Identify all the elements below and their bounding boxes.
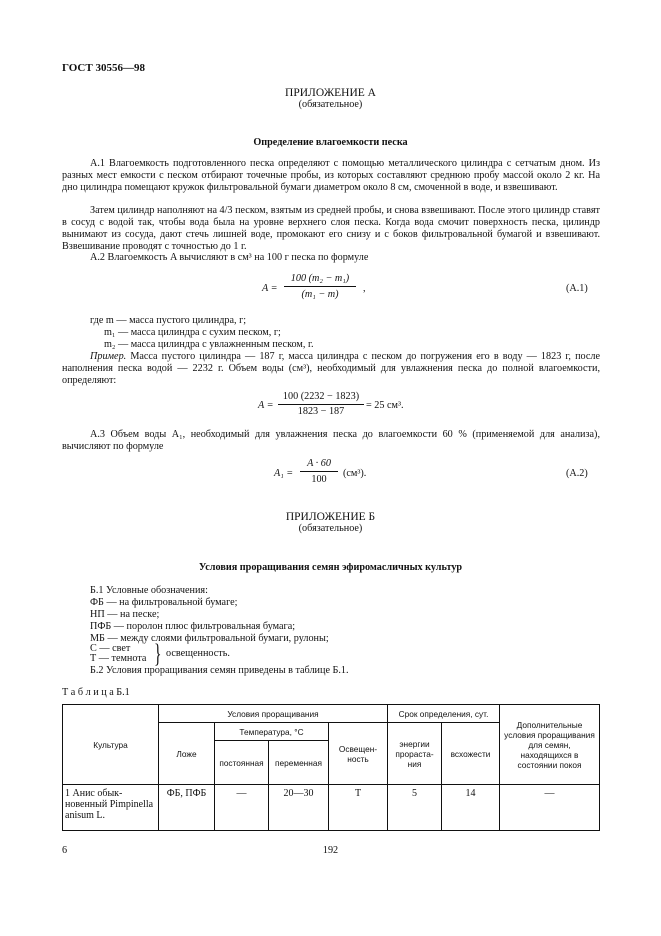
cell-extra: —: [500, 785, 600, 831]
appendix-a-subtitle: (обязательное): [298, 99, 363, 110]
header-energy: энергии прораста-ния: [388, 723, 442, 785]
header-conditions: Условия проращивания: [159, 705, 388, 723]
cell-crop: 1 Анис обык-новенный Pimpinella anisum L.: [63, 785, 159, 831]
formula-a1-tail: ,: [363, 283, 366, 294]
appendix-a-title: ПРИЛОЖЕНИЕ А: [285, 87, 376, 99]
legend-mb: МБ — между слоями фильтровальной бумаги, рулоны;: [90, 633, 329, 644]
header-temperature: Температура, °С: [215, 723, 329, 741]
appendix-b-title: ПРИЛОЖЕНИЕ Б: [285, 511, 376, 523]
appendix-a-heading: Определение влагоемкости песка: [253, 137, 408, 148]
where-m: где m — масса пустого цилиндра, г;: [90, 315, 247, 326]
table-row: [63, 785, 600, 831]
header-extra: Дополнительные условия проращивания для семян, находящихся в состоянии покоя: [500, 705, 600, 785]
header-crop: Культура: [63, 705, 159, 785]
cell-constant: —: [215, 785, 269, 831]
cell-variable: 20—30: [269, 785, 329, 831]
formula-a2-denominator: 100: [311, 474, 327, 485]
legend-dark: Т — темнота: [90, 653, 147, 664]
legend-np: НП — на песке;: [90, 609, 160, 620]
table-caption: Т а б л и ц а Б.1: [62, 687, 130, 698]
formula-a2-tail: (см³).: [343, 468, 367, 479]
formula-a1-number: (А.1): [566, 283, 588, 294]
standard-number: ГОСТ 30556—98: [62, 62, 145, 74]
example-text: Масса пустого цилиндра — 187 г, масса цилиндра с песком до погружения его в воду — 1823 г, после наполнения песка водой — 2232 г. Объем воды (см³), необходимый для увлажнения песка до полной влагоемкости, определяют:: [62, 351, 600, 386]
where-m2: m₂ — масса цилиндра с увлажненным песком, г.: [104, 339, 314, 350]
page-number-center: 192: [322, 845, 339, 856]
appendix-b-subtitle: (обязательное): [298, 523, 363, 534]
paragraph-a3: А.3 Объем воды A₁, необходимый для увлажнения песка до влагоемкости 60 % (применяемой для анализа), вычисляют по формуле: [62, 429, 600, 452]
page-number-left: 6: [62, 845, 68, 856]
table-b1: [62, 704, 600, 831]
header-bed: Ложе: [159, 723, 215, 785]
header-light: Освещен-ность: [329, 723, 388, 785]
formula-example-lhs: A =: [258, 400, 274, 411]
legend-pfb: ПФБ — поролон плюс фильтровальная бумага;: [90, 621, 296, 632]
cell-bed: ФБ, ПФБ: [159, 785, 215, 831]
example-label: Пример.: [90, 351, 127, 362]
legend-fb: ФБ — на фильтровальной бумаге;: [90, 597, 238, 608]
where-m1: m₁ — масса цилиндра с сухим песком, г;: [104, 327, 281, 338]
formula-a1-lhs: A =: [262, 283, 278, 294]
formula-a1-numerator: 100 (m₂ − m₁): [290, 273, 350, 284]
formula-example-tail: = 25 см³.: [366, 400, 404, 411]
paragraph-b2: Б.2 Условия проращивания семян приведены в таблице Б.1.: [90, 665, 349, 676]
header-germination: всхожести: [442, 723, 500, 785]
appendix-b-heading: Условия проращивания семян эфиромасличных культур: [198, 562, 463, 573]
formula-a2-number: (А.2): [566, 468, 588, 479]
paragraph-a1: А.1 Влагоемкость подготовленного песка определяют с помощью металлического цилиндра с сетчатым дном. Из разных мест емкости с песком отбирают точечные пробы, из которых составляют среднюю пробу массой около 2 кг. На дно цилиндра помещают кружок фильтровальной бумаги диаметром около 8 см, смоченной в воде, и взвешивают.: [62, 158, 600, 193]
header-variable: переменная: [269, 741, 329, 785]
formula-example-numerator: 100 (2232 − 1823): [282, 391, 360, 402]
formula-a1-fraction-bar: [284, 286, 356, 287]
formula-a1-denominator: (m₁ − m): [301, 289, 339, 300]
cell-germination: 14: [442, 785, 500, 831]
formula-a2-lhs: A₁ =: [274, 468, 294, 479]
formula-example-fraction-bar: [278, 404, 364, 405]
cell-energy: 5: [388, 785, 442, 831]
legend-light: С — свет: [90, 643, 131, 654]
header-constant: постоянная: [215, 741, 269, 785]
b1-heading: Б.1 Условные обозначения:: [90, 585, 208, 596]
example-paragraph: [62, 351, 600, 387]
legend-brace: }: [154, 639, 162, 668]
legend-brace-label: освещенность.: [166, 648, 230, 659]
paragraph-a1-cont: Затем цилиндр наполняют на 4/3 песком, взятым из средней пробы, и снова взвешивают. После этого цилиндр ставят в сосуд с водой так, чтобы вода была на уровне верхнего слоя песка. Когда вода смочит поверхность песка, цилиндр вынимают из сосуда, дают стечь лишней воде, промокают его снизу и с боков фильтровальной бумагой и взвешивают. Взвешивание проводят с точностью до 1 г.: [62, 205, 600, 252]
cell-light: Т: [329, 785, 388, 831]
formula-a2-numerator: A · 60: [307, 458, 331, 469]
formula-a2-fraction-bar: [300, 471, 338, 472]
formula-example-denominator: 1823 − 187: [297, 406, 345, 417]
paragraph-a2: А.2 Влагоемкость A вычисляют в см³ на 100 г песка по формуле: [90, 252, 369, 263]
header-terms: Срок определения, сут.: [388, 705, 500, 723]
